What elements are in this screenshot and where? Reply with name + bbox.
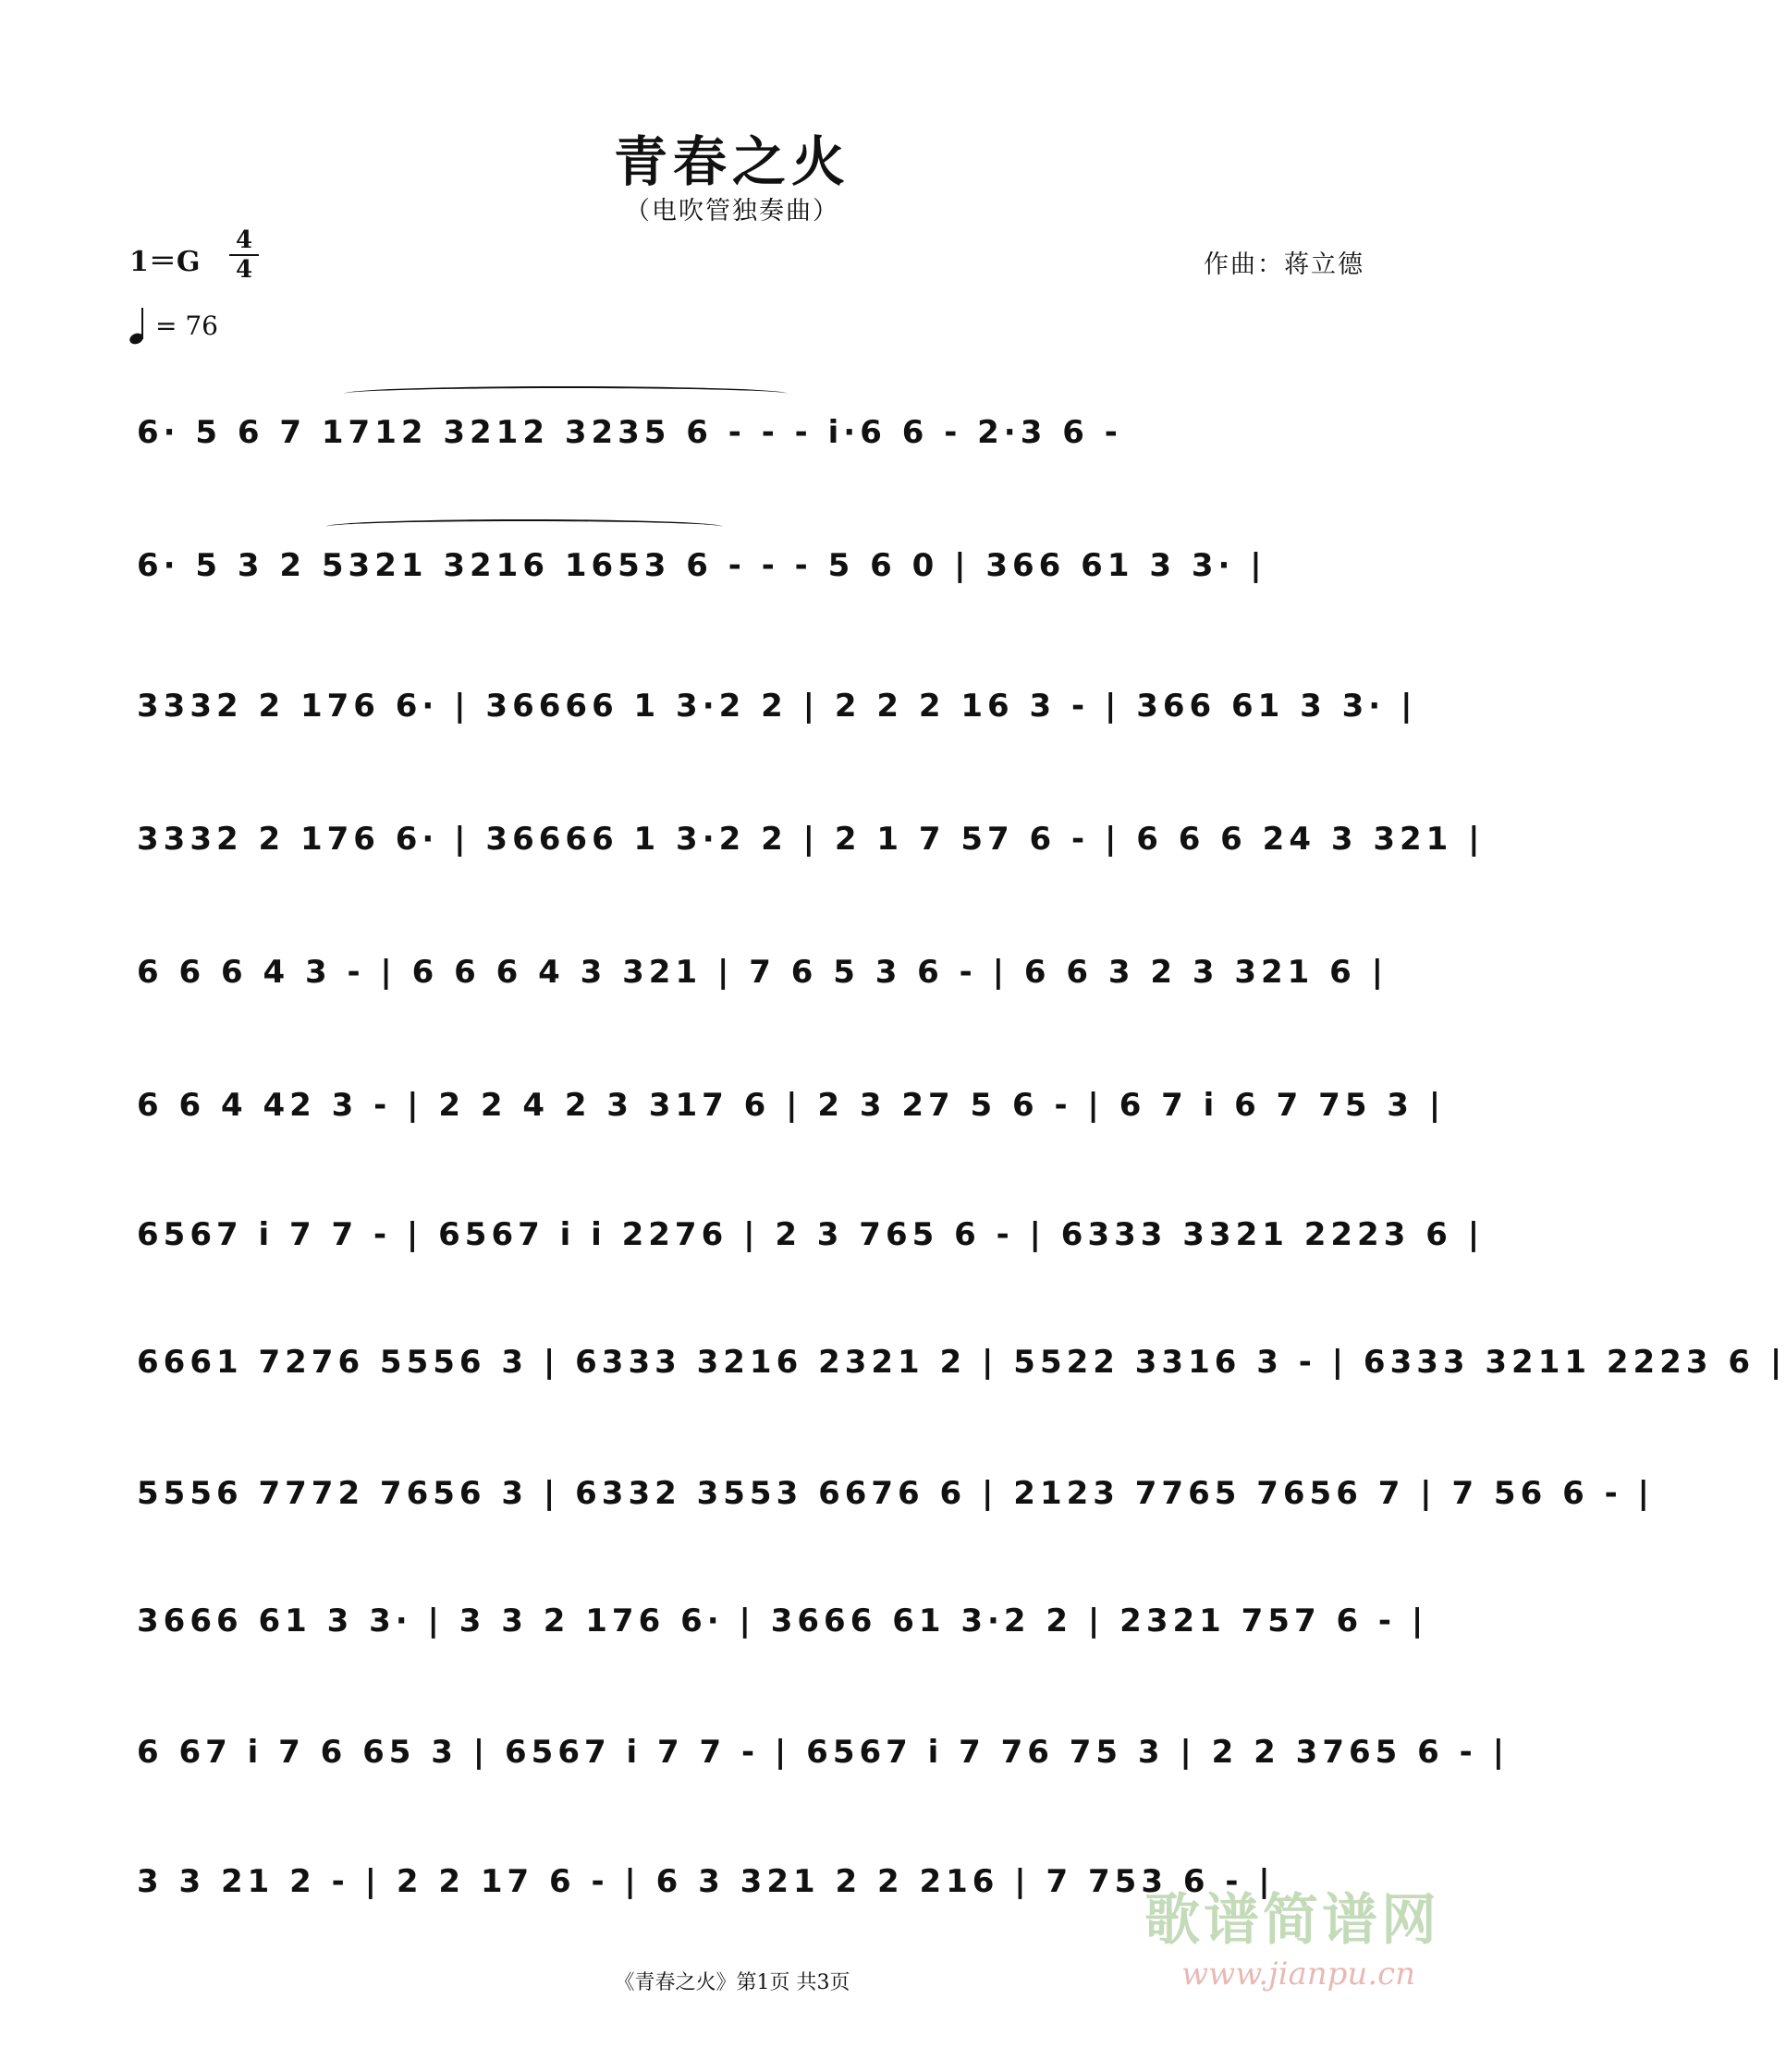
score-row: 3 3 21 2 - | 2 2 17 6 - | 6 3 321 2 2 216 | 7 753 6 - | bbox=[137, 1863, 1275, 1900]
score-row: 6· 5 3 2 5321 3216 1653 6 - - - 5 6 0 | 366 61 3 3· | bbox=[137, 547, 1266, 584]
watermark-text: 歌谱简谱网 bbox=[1144, 1888, 1440, 1953]
slur bbox=[344, 386, 788, 401]
meter-bottom: 4 bbox=[235, 256, 253, 284]
slur bbox=[325, 519, 723, 534]
score-row: 6 6 6 4 3 - | 6 6 6 4 3 321 | 7 6 5 3 6 - | 6 6 3 2 3 321 6 | bbox=[137, 954, 1388, 991]
meter-top: 4 bbox=[235, 226, 253, 254]
score-row: 3332 2 176 6· | 36666 1 3·2 2 | 2 2 2 16 3 - | 366 61 3 3· | bbox=[137, 688, 1417, 725]
tempo-value: = 76 bbox=[155, 311, 218, 341]
page-footer: 《青春之火》第1页 共3页 bbox=[614, 1971, 850, 1994]
score-row: 5556 7772 7656 3 | 6332 3553 6676 6 | 2123 7765 7656 7 | 7 56 6 - | bbox=[137, 1475, 1654, 1512]
page-title: 青春之火 bbox=[613, 130, 850, 193]
score-row: 3332 2 176 6· | 36666 1 3·2 2 | 2 1 7 57 6 - | 6 6 6 24 3 321 | bbox=[137, 821, 1485, 858]
key-signature: 1＝G bbox=[129, 246, 201, 278]
score-row: 6· 5 6 7 1712 3212 3235 6 - - - i·6 6 - 2·3 6 - bbox=[137, 414, 1122, 451]
page-subtitle: （电吹管独奏曲） bbox=[625, 197, 839, 225]
score-row: 6661 7276 5556 3 | 6333 3216 2321 2 | 5522 3316 3 - | 6333 3211 2223 6 | bbox=[137, 1344, 1786, 1381]
watermark bbox=[1144, 1876, 1440, 2015]
watermark-url: www.jianpu.cn bbox=[1181, 1956, 1416, 1993]
score-row: 3666 61 3 3· | 3 3 2 176 6· | 3666 61 3·2 2 | 2321 757 6 - | bbox=[137, 1603, 1428, 1639]
composer: 作曲：蒋立德 bbox=[1204, 250, 1364, 279]
score-row: 6 67 i 7 6 65 3 | 6567 i 7 7 - | 6567 i 7 76 75 3 | 2 2 3765 6 - | bbox=[137, 1734, 1509, 1771]
score-row: 6567 i 7 7 - | 6567 i i 2276 | 2 3 765 6 - | 6333 3321 2223 6 | bbox=[137, 1216, 1485, 1253]
score-row: 6 6 4 42 3 - | 2 2 4 2 3 317 6 | 2 3 27 5 6 - | 6 7 i 6 7 75 3 | bbox=[137, 1087, 1446, 1124]
